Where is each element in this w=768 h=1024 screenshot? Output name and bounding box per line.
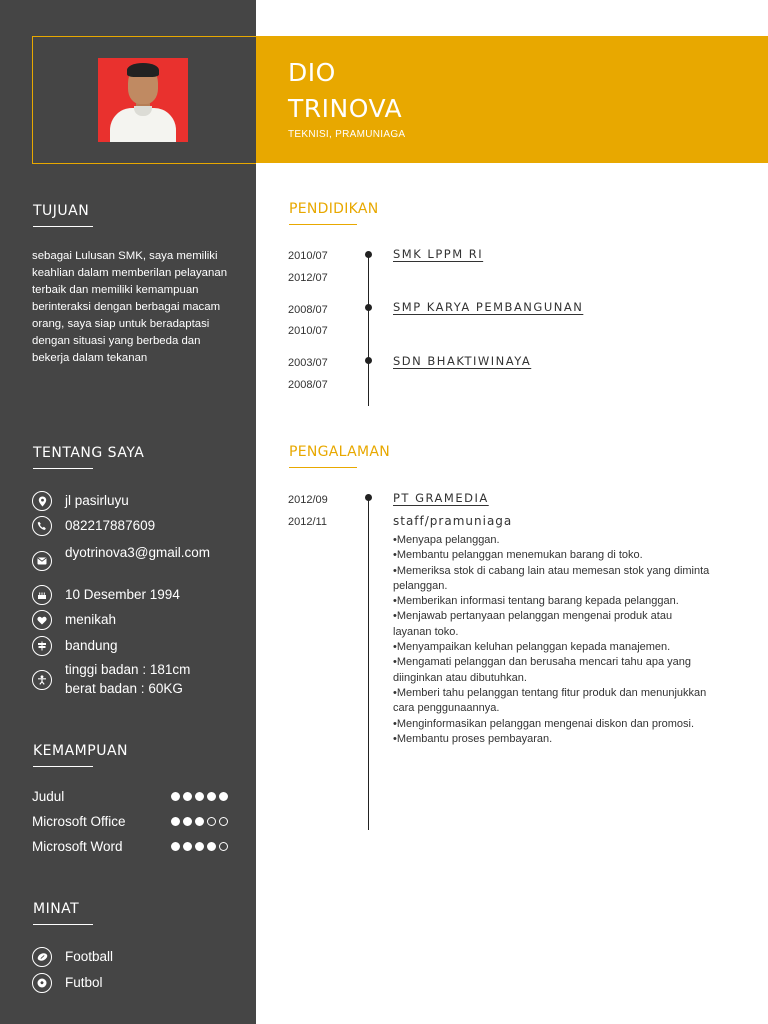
interest-text: Futbol <box>65 975 103 990</box>
tentang-rule <box>33 468 93 469</box>
rating-dot-filled <box>207 842 216 851</box>
birthday-text: 10 Desember 1994 <box>65 587 180 602</box>
duty-item: •Memberikan informasi tentang barang kepada pelanggan. <box>393 595 679 608</box>
duty-item: •Menyampaikan keluhan pelanggan kepada manajemen. <box>393 641 671 654</box>
pendidikan-rule <box>289 224 357 225</box>
contact-phone <box>32 516 235 536</box>
body-icon <box>32 670 52 690</box>
contact-city <box>32 636 235 656</box>
soccer-ball-icon <box>32 973 52 993</box>
rating-dot-filled <box>195 817 204 826</box>
birthday-cake-icon <box>32 585 52 605</box>
skill-row <box>32 789 228 804</box>
location-pin-icon <box>32 491 52 511</box>
phone-icon <box>32 516 52 536</box>
signpost-icon <box>32 636 52 656</box>
duty-item: •Mengamati pelanggan dan berusaha mencari tahu apa yang diinginkan atau dibutuhkan. <box>393 656 692 684</box>
contact-marital <box>32 610 235 630</box>
rating-dot-filled <box>171 792 180 801</box>
company-name: PT GRAMEDIA <box>393 491 489 505</box>
rating-dot-empty <box>207 817 216 826</box>
school-name: SMP KARYA PEMBANGUNAN <box>393 300 584 314</box>
minat-heading: MINAT <box>33 901 80 917</box>
minat-rule <box>33 924 93 925</box>
rating-dot-filled <box>219 792 228 801</box>
skill-row <box>32 814 228 829</box>
duty-list <box>393 533 713 747</box>
contact-birthday <box>32 585 235 605</box>
tujuan-text: sebagai Lulusan SMK, saya memiliki keahlian dalam memberilan pelayanan terbaik dan memiliki kemampuan berinteraksi dengan berbagai macam orang, saya siap untuk beradaptasi dengan situasi yang berbeda dan bekerja dalam tekanan <box>32 250 228 364</box>
skill-row <box>32 839 228 854</box>
photo-hair <box>127 63 159 77</box>
date-start: 2003/07 <box>288 357 328 369</box>
marital-text: menikah <box>65 612 117 627</box>
address-text: jl pasirluyu <box>65 493 129 508</box>
rating-dot-filled <box>207 792 216 801</box>
duty-item: •Memeriksa stok di cabang lain atau memesan stok yang diminta pelanggan. <box>393 564 710 592</box>
duty-item: •Memberi tahu pelanggan tentang fitur produk dan menunjukkan cara penggunaannya. <box>393 686 707 715</box>
duty-item: •Membantu proses pembayaran. <box>393 732 553 745</box>
rating-dot-filled <box>171 817 180 826</box>
interest-item <box>32 973 235 993</box>
duty-item: •Menjawab pertanyaan pelanggan mengenai produk atau layanan toko. <box>393 610 673 638</box>
timeline-dot <box>365 494 372 501</box>
interest-text: Football <box>65 949 114 964</box>
timeline-dot <box>365 304 372 311</box>
kemampuan-heading: KEMAMPUAN <box>33 743 129 759</box>
rating-dot-empty <box>219 842 228 851</box>
contact-email <box>32 543 235 571</box>
last-name: TRINOVA <box>288 94 403 123</box>
date-start: 2012/09 <box>288 494 328 506</box>
rating-dot-filled <box>183 792 192 801</box>
skill-rating <box>171 817 228 826</box>
experience-timeline <box>368 496 369 830</box>
duty-item: •Membantu pelanggan menemukan barang di toko. <box>393 549 643 562</box>
pengalaman-rule <box>289 467 357 468</box>
rating-dot-filled <box>171 842 180 851</box>
rating-dot-empty <box>219 817 228 826</box>
contact-address <box>32 491 235 511</box>
email-icon <box>32 551 52 571</box>
profile-photo <box>98 58 188 142</box>
date-end: 2010/07 <box>288 325 328 337</box>
date-end: 2008/07 <box>288 379 328 391</box>
job-position: staff/pramuniaga <box>393 514 513 528</box>
date-start: 2008/07 <box>288 304 328 316</box>
school-name: SDN BHAKTIWINAYA <box>393 354 532 368</box>
school-name: SMK LPPM RI <box>393 247 484 261</box>
height-text: tinggi badan : 181cm <box>65 662 191 677</box>
heart-icon <box>32 610 52 630</box>
skill-rating <box>171 842 228 851</box>
pendidikan-heading: PENDIDIKAN <box>289 201 379 217</box>
date-start: 2010/07 <box>288 250 328 262</box>
skill-name: Microsoft Word <box>32 839 123 854</box>
timeline-dot <box>365 251 372 258</box>
tujuan-rule <box>33 226 93 227</box>
body-text <box>65 660 235 698</box>
rating-dot-filled <box>183 817 192 826</box>
skill-rating <box>171 792 228 801</box>
city-text: bandung <box>65 638 118 653</box>
duty-item: •Menyapa pelanggan. <box>393 534 500 546</box>
skill-name: Judul <box>32 789 65 804</box>
date-end: 2012/11 <box>288 516 327 528</box>
tentang-heading: TENTANG SAYA <box>33 445 145 461</box>
weight-text: berat badan : 60KG <box>65 681 183 696</box>
phone-text: 082217887609 <box>65 518 156 533</box>
timeline-dot <box>365 357 372 364</box>
rating-dot-filled <box>195 842 204 851</box>
contact-body <box>32 660 235 698</box>
education-timeline <box>368 253 369 406</box>
interest-item <box>32 947 235 967</box>
first-name: DIO <box>288 58 336 87</box>
date-end: 2012/07 <box>288 272 328 284</box>
duty-item: •Menginformasikan pelanggan mengenai diskon dan promosi. <box>393 717 695 730</box>
kemampuan-rule <box>33 766 93 767</box>
skill-name: Microsoft Office <box>32 814 126 829</box>
football-icon <box>32 947 52 967</box>
job-role: TEKNISI, PRAMUNIAGA <box>288 129 406 140</box>
tujuan-heading: TUJUAN <box>33 203 90 219</box>
email-text: dyotrinova3@gmail.com <box>65 545 211 560</box>
pengalaman-heading: PENGALAMAN <box>289 444 391 460</box>
rating-dot-filled <box>195 792 204 801</box>
rating-dot-filled <box>183 842 192 851</box>
